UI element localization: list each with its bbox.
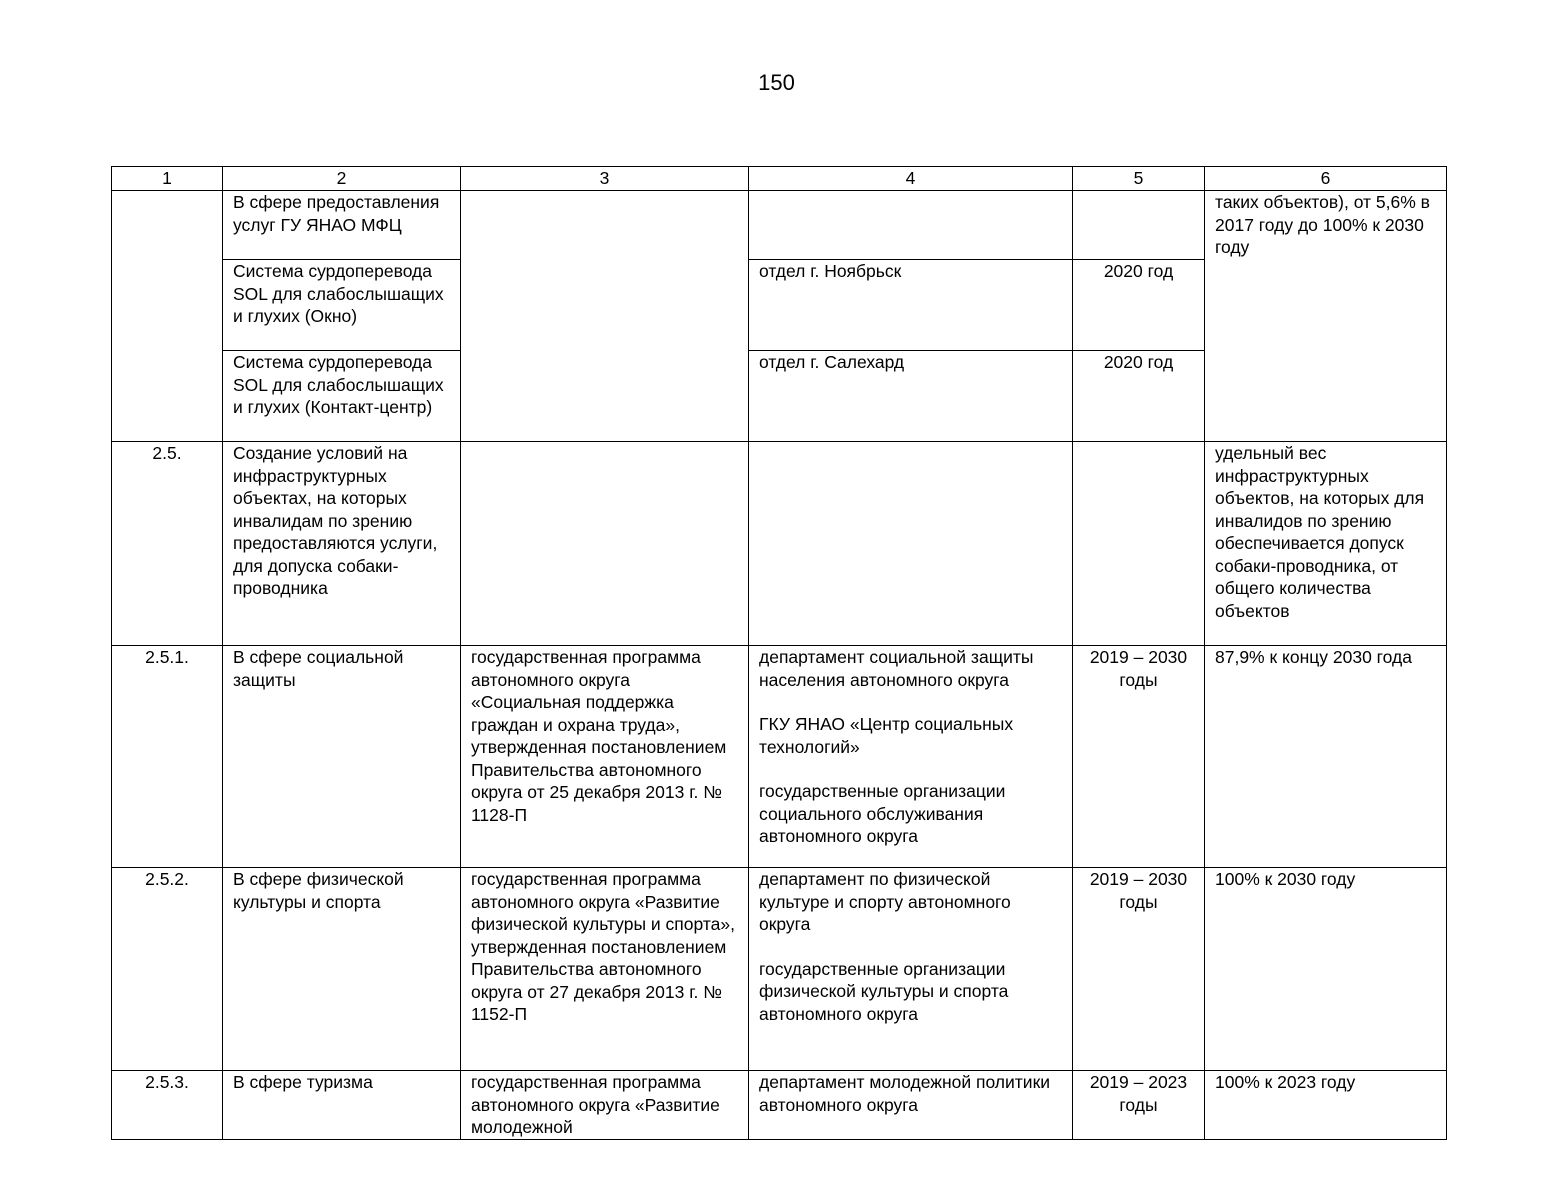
- executor-cell: отдел г. Салехард: [749, 351, 1073, 442]
- measure-cell: Система сурдоперевода SOL для слабослышащих и глухих (Окно): [223, 260, 461, 351]
- term-cell: 2019 – 2030 годы: [1073, 868, 1205, 1071]
- table-header-row: [112, 167, 1447, 191]
- executor-cell: [749, 646, 1073, 868]
- executor-line: государственные организации социального обслуживания автономного округа: [759, 781, 1006, 846]
- column-header: 6: [1205, 167, 1447, 191]
- program-cell: государственная программа автономного округа «Развитие молодежной: [461, 1071, 749, 1140]
- executor-line: департамент молодежной политики автономного округа: [759, 1072, 1051, 1115]
- row-number-cell: 2.5.: [112, 442, 223, 646]
- table-row: [112, 1071, 1447, 1140]
- table-row: [112, 442, 1447, 646]
- page-number: 150: [758, 70, 795, 95]
- result-cell: 100% к 2023 году: [1205, 1071, 1447, 1140]
- term-cell: 2020 год: [1073, 351, 1205, 442]
- executor-line: департамент по физической культуре и спорту автономного округа: [759, 869, 1011, 934]
- table-row: [112, 868, 1447, 1071]
- program-cell: [461, 442, 749, 646]
- column-header: 5: [1073, 167, 1205, 191]
- executor-cell: [749, 191, 1073, 260]
- executor-cell: [749, 442, 1073, 646]
- row-number-cell: 2.5.1.: [112, 646, 223, 868]
- result-cell: 100% к 2030 году: [1205, 868, 1447, 1071]
- executor-cell: [749, 1071, 1073, 1140]
- row-number-cell: [112, 191, 223, 442]
- program-cell: [461, 191, 749, 442]
- term-cell: [1073, 191, 1205, 260]
- executor-line: департамент социальной защиты населения автономного округа: [759, 647, 1034, 690]
- column-header: 4: [749, 167, 1073, 191]
- table-row: [112, 191, 1447, 260]
- program-cell: государственная программа автономного округа «Развитие физической культуры и спорта», утвержденная постановлением Правительства автономного округа от 27 декабря 2013 г. № 1152-П: [461, 868, 749, 1071]
- measures-table: [111, 166, 1447, 1140]
- measure-cell: Создание условий на инфраструктурных объектах, на которых инвалидам по зрению предоставляются услуги, для допуска собаки-проводника: [223, 442, 461, 646]
- program-cell: государственная программа автономного округа «Социальная поддержка граждан и охрана труда», утвержденная постановлением Правительства автономного округа от 25 декабря 2013 г. № 1128-П: [461, 646, 749, 868]
- row-number-cell: 2.5.3.: [112, 1071, 223, 1140]
- term-cell: [1073, 442, 1205, 646]
- result-cell: таких объектов), от 5,6% в 2017 году до 100% к 2030 году: [1205, 191, 1447, 442]
- measure-cell: В сфере предоставления услуг ГУ ЯНАО МФЦ: [223, 191, 461, 260]
- executor-cell: отдел г. Ноябрьск: [749, 260, 1073, 351]
- measure-cell: В сфере туризма: [223, 1071, 461, 1140]
- column-header: 3: [461, 167, 749, 191]
- column-header: 2: [223, 167, 461, 191]
- measure-cell: Система сурдоперевода SOL для слабослышащих и глухих (Контакт-центр): [223, 351, 461, 442]
- executor-line: ГКУ ЯНАО «Центр социальных технологий»: [759, 714, 1014, 757]
- term-cell: 2019 – 2030 годы: [1073, 646, 1205, 868]
- row-number-cell: 2.5.2.: [112, 868, 223, 1071]
- table-row: [112, 646, 1447, 868]
- executor-cell: [749, 868, 1073, 1071]
- column-header: 1: [112, 167, 223, 191]
- result-cell: удельный вес инфраструктурных объектов, на которых для инвалидов по зрению обеспечивается допуск собаки-проводника, от общего количества объектов: [1205, 442, 1447, 646]
- executor-line: государственные организации физической культуры и спорта автономного округа: [759, 958, 1009, 1024]
- result-cell: 87,9% к концу 2030 года: [1205, 646, 1447, 868]
- term-cell: 2019 – 2023 годы: [1073, 1071, 1205, 1140]
- measure-cell: В сфере социальной защиты: [223, 646, 461, 868]
- measure-cell: В сфере физической культуры и спорта: [223, 868, 461, 1071]
- term-cell: 2020 год: [1073, 260, 1205, 351]
